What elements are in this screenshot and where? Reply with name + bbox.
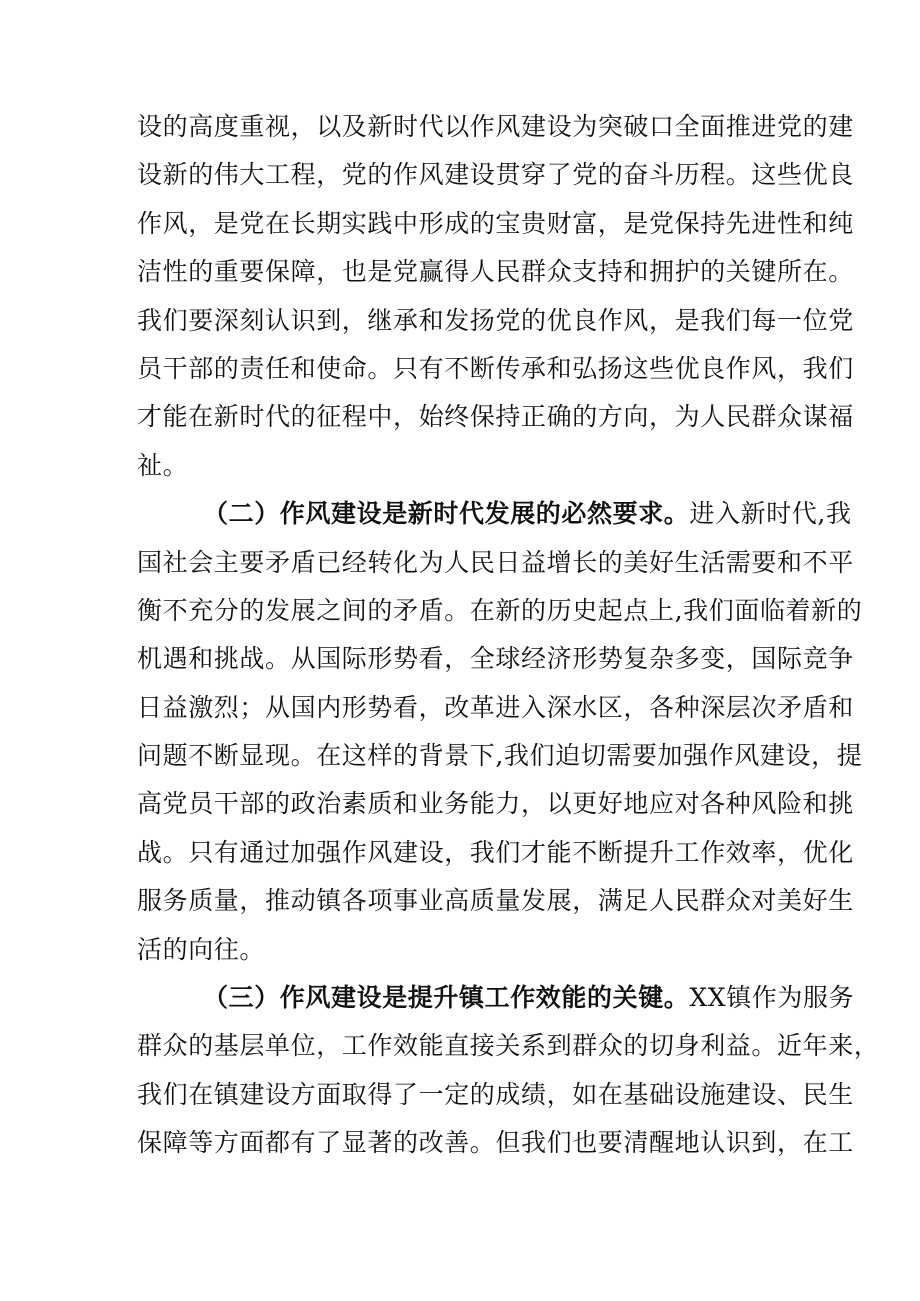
p3-line-1: [137, 974, 855, 1022]
p3-line-2: 群众的基层单位，工作效能直接关系到群众的切身利益。近年来，: [137, 1031, 880, 1061]
p2-line-3: 衡不充分的发展之间的矛盾。在新的历史起点上,我们面临着新的: [137, 595, 863, 625]
p2-line-7: 高党员干部的政治素质和业务能力，以更好地应对各种风险和挑: [137, 789, 854, 819]
p1-line-8: 祉。: [137, 450, 189, 480]
p2-line-2: 国社会主要矛盾已经转化为人民日益增长的美好生活需要和不平: [137, 547, 854, 577]
p3-heading: （三）作风建设是提升镇工作效能的关键。: [203, 983, 690, 1013]
p1-line-3: 作风，是党在长期实践中形成的宝贵财富，是党保持先进性和纯: [137, 208, 854, 238]
p1-line-4: 洁性的重要保障，也是党赢得人民群众支持和拥护的关键所在。: [137, 257, 854, 287]
p2-line-5: 日益激烈；从国内形势看，改革进入深水区，各种深层次矛盾和: [137, 692, 854, 722]
p1-line-5: 我们要深刻认识到，继承和发扬党的优良作风，是我们每一位党: [137, 305, 854, 335]
p2-line-8: 战。只有通过加强作风建设，我们才能不断提升工作效率，优化: [137, 837, 854, 867]
p2-line-4: 机遇和挑战。从国际形势看，全球经济形势复杂多变，国际竞争: [137, 644, 854, 674]
p1-line-1: 设的高度重视，以及新时代以作风建设为突破口全面推进党的建: [137, 112, 854, 141]
p1-line-7: 才能在新时代的征程中，始终保持正确的方向，为人民群众谋福: [137, 402, 854, 432]
p2-line-9: 服务质量，推动镇各项事业高质量发展，满足人民群众对美好生: [137, 886, 854, 916]
p3-first-line-rest: XX镇作为服务: [689, 983, 855, 1013]
p2-line-1: [137, 490, 852, 538]
p2-first-line-rest: 进入新时代,我: [689, 499, 852, 529]
document-body: [137, 103, 880, 1168]
p1-line-6: 员干部的责任和使命。只有不断传承和弘扬这些优良作风，我们: [137, 353, 854, 383]
p2-line-6: 问题不断显现。在这样的背景下,我们迫切需要加强作风建设，提: [137, 741, 863, 771]
p1-line-2: 设新的伟大工程，党的作风建设贯穿了党的奋斗历程。这些优良: [137, 160, 854, 190]
p2-line-10: 活的向往。: [137, 934, 266, 964]
p2-heading: （二）作风建设是新时代发展的必然要求。: [203, 499, 690, 529]
p3-line-3: 我们在镇建设方面取得了一定的成绩，如在基础设施建设、民生: [137, 1079, 854, 1109]
p3-line-4: 保障等方面都有了显著的改善。但我们也要清醒地认识到，在工: [137, 1128, 854, 1158]
